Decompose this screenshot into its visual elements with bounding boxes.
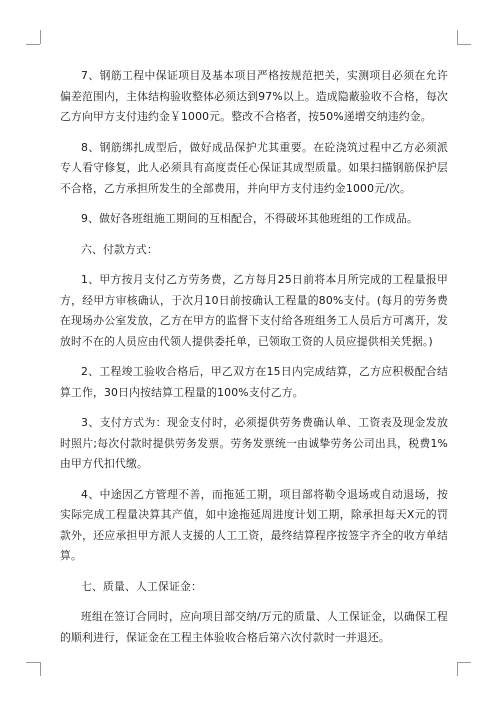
clause-9-team-coordination: 9、做好各班组施工期间的互相配合，不得破坏其他班组的工作成品。	[81, 212, 418, 225]
clause-8-rebar-protection: 8、钢筋绑扎成型后，做好成品保护尤其重要。在砼浇筑过程中乙方必须派专人看守修复，此人必须具有高度责任心保证其成型质量。如果扫描钢筋保护层不合格，乙方承担所发生的全部费用，并向甲方支付违约金1000元/次。	[60, 140, 448, 195]
payment-clause-4: 4、中途因乙方管理不善，而拖延工期，项目部将勒令退场或自动退场，按实际完成工程量决算其产值，如中途拖延周进度计划工期，除承担每天X元的罚款外，还应承担甲方派人支援的人工工资，最终结算程序按签字齐全的收方单结算。	[60, 487, 448, 562]
deposit-clause: 班组在签订合同时，应向项目部交纳/万元的质量、人工保证金，以确保工程的顺利进行，保证金在工程主体验收合格后第六次付款时一并退还。	[60, 610, 448, 644]
document-body	[60, 66, 448, 658]
section-6-payment-heading: 六、付款方式：	[81, 242, 158, 256]
clause-7-rebar-quality: 7、钢筋工程中保证项目及基本项目严格按规范把关，实测项目必须在允许偏差范围内，主体结构验收整体必须达到97%以上。造成隐蔽验收不合格，每次乙方向甲方支付违约金￥1000元。整改不合格者，按50%递增交纳违约金。	[60, 69, 448, 123]
payment-clause-1: 1、甲方按月支付乙方劳务费，乙方每月25日前将本月所完成的工程量报甲方，经甲方审核确认，于次月10日前按确认工程量的80%支付。(每月的劳务费在现场办公室发放，乙方在甲方的监督下支付给各班组务工人员后方可离开，发放时不在的人员应由代领人提供委托单，已领取工资的人员应提供相关凭据。)	[60, 273, 448, 348]
payment-clause-2: 2、工程竣工验收合格后，甲乙双方在15日内完成结算，乙方应积极配合结算工作，30日内按结算工程量的100%支付乙方。	[60, 365, 448, 399]
payment-clause-3: 3、支付方式为：现金支付时，必须提供劳务费确认单、工资表及现金发放时照片;每次付款时提供劳务发票。劳务发票统一由诚挚劳务公司出具，税费1%由甲方代扣代缴。	[60, 416, 448, 470]
section-7-deposit-heading: 七、质量、人工保证金：	[81, 579, 202, 593]
